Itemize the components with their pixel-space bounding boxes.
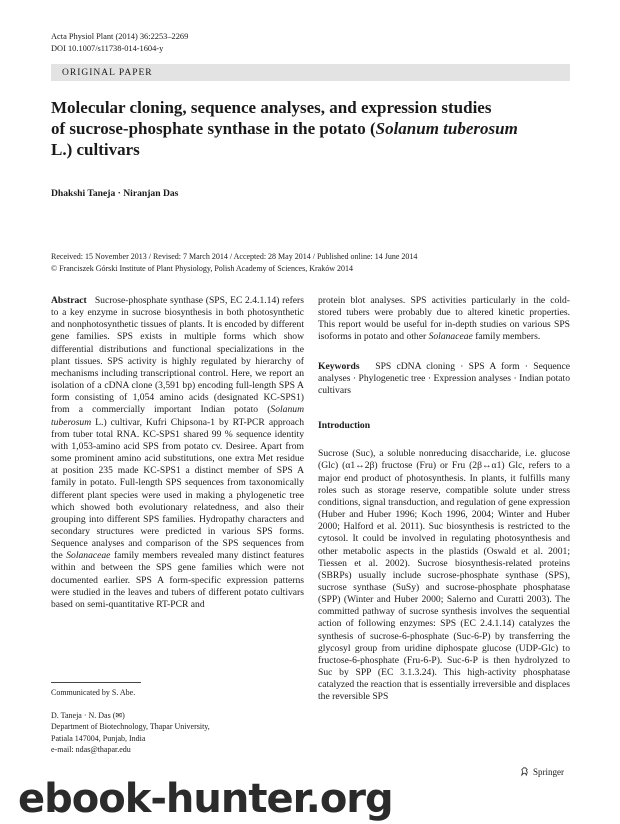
date-history: Received: 15 November 2013 / Revised: 7 March 2014 / Accepted: 28 May 2014 / Published online: 14 June 2014 bbox=[51, 252, 418, 261]
abstract-italic-1: Solanum tuberosum bbox=[51, 404, 304, 428]
article-title bbox=[51, 97, 561, 160]
abstract-continued-italic: Solanaceae bbox=[428, 331, 473, 343]
title-line-2 bbox=[51, 118, 561, 139]
department: Department of Biotechnology, Thapar University, bbox=[51, 722, 210, 732]
city: Patiala 147004, Punjab, India bbox=[51, 733, 146, 743]
journal-citation: Acta Physiol Plant (2014) 36:2253–2269 bbox=[51, 32, 189, 41]
introduction-heading: Introduction bbox=[318, 420, 371, 432]
title-line-3: L.) cultivars bbox=[51, 140, 140, 159]
keywords-text: SPS cDNA cloning · SPS A form · Sequence analyses · Phylogenetic tree · Expression analyses · Indian potato cultivars bbox=[318, 360, 570, 396]
title-line-1: Molecular cloning, sequence analyses, and expression studies bbox=[51, 98, 492, 117]
right-column bbox=[318, 295, 570, 704]
abstract-italic-2: Solanaceae bbox=[66, 550, 111, 562]
abstract-continued-text: protein blot analyses. SPS activities particularly in the cold-stored tubers were probably due to altered kinetic properties. This report would be useful for in-depth studies on various SPS isoforms in potato and other bbox=[318, 295, 570, 343]
title-line-2-text: of sucrose-phosphate synthase in the potato ( bbox=[51, 119, 376, 138]
abstract-paragraph bbox=[51, 295, 304, 611]
introduction-body: Sucrose (Suc), a soluble nonreducing disaccharide, i.e. glucose (Glc) (α1↔2β) fructose (Fru) or Fru (2β↔α1) Glc, refers to a major end product of photosynthesis. In plants, it fulfills many roles such as storage reserve, compatible solute under stress conditions, signal transduction, and regulation of gene expression (Huber and Huber 1996; Koch 1996, 2004; Winter and Huber 2000; Halford et al. 2011). Suc biosynthesis is restricted to the cytosol. It could be involved in regulating photosynthesis and other metabolic aspects in the plastids (Oswald et al. 2001; Tiessen et al. 2002). Sucrose biosynthesis-related proteins (SBRPs) usually include sucrose-phosphate synthase (SPS), sucrose synthase (SuSy) and sucrose-phosphate phosphatase (SPP) (Winter and Huber 2000; Salerno and Curatti 2003). The committed pathway of sucrose synthesis involves the sequential action of following enzymes: SPS (EC 2.4.1.14) catalyzes the synthesis of sucrose-6-phosphate (Suc-6-P) by transferring the glycosyl group from uridine diphospate glucose (UDP-Glc) to fructose-6-phosphate (Fru-6-P). Suc-6-P is then hydrolyzed to Suc by SPP (EC 3.1.3.24). This high-activity phosphatase catalyzed the reaction that is essentially irreversible and displaces the reversible SPS bbox=[318, 448, 570, 703]
title-line-2-italic: Solanum tuberosum bbox=[375, 119, 518, 138]
email: e-mail: ndas@thapar.edu bbox=[51, 744, 131, 754]
footnote-rule bbox=[51, 682, 141, 683]
copyright-line: © Franciszek Górski Institute of Plant Physiology, Polish Academy of Sciences, Kraków 2014 bbox=[51, 263, 353, 273]
authors: Dhakshi Taneja · Niranjan Das bbox=[51, 188, 179, 199]
keywords-paragraph bbox=[318, 361, 570, 397]
journal-doi: DOI 10.1007/s11738-014-1604-y bbox=[51, 44, 164, 53]
journal-header bbox=[51, 31, 188, 55]
abstract-continued bbox=[318, 295, 570, 344]
abstract-continued-end: family members. bbox=[472, 331, 541, 343]
section-tag: ORIGINAL PAPER bbox=[62, 68, 153, 78]
abstract-label: Abstract bbox=[51, 295, 87, 306]
publisher-name: Springer bbox=[533, 766, 564, 777]
abstract-text-1: Sucrose-phosphate synthase (SPS, EC 2.4.1.14) refers to a key enzyme in sucrose biosynthesis in both photosynthetic and nonphotosynthetic tissues of plants. It is encoded by different gene families. SPS exists in multiple forms which show differential distributions and functional specializations in the plant tissues. SPS activity is highly regulated by hierarchy of mechanisms including transcriptional control. Here, we report an isolation of a cDNA clone (3,591 bp) encoding full-length SPS A form consisting of 1,054 amino acids (designated KC-SPS1) from a commercially important Indian potato ( bbox=[51, 295, 304, 416]
keywords-label: Keywords bbox=[318, 360, 360, 372]
footnote bbox=[51, 687, 304, 755]
abstract-text-3: family members revealed many distinct features within and between the SPS gene families which were not documented earlier. SPS A form-specific expression patterns were studied in the leaves and tubers of different potato cultivars based on semi-quantitative RT-PCR and bbox=[51, 550, 304, 610]
corresponding-authors: D. Taneja · N. Das (✉) bbox=[51, 711, 125, 721]
watermark: ebook-hunter.org bbox=[18, 776, 393, 822]
abstract-text-2: L.) cultivar, Kufri Chipsona-1 by RT-PCR approach from tuber total RNA. KC-SPS1 shared 99 % sequence identity with 1,053-amino acid SPS from potato cv. Desiree. Apart from some prominent amino acid substitutions, one extra Met residue at position 235 made KC-SPS1 a distinct member of SPS A family in potato. Full-length SPS sequences from taxonomically different plant species were used in making a phylogenetic tree which showed both evolutionary relatedness, and also their grouping into different SPS families. Hydropathy characters and secondary structures were predicted in various SPS forms. Sequence analyses and comparison of the SPS sequences from the bbox=[51, 416, 304, 562]
abstract-column bbox=[51, 295, 304, 611]
communicated-by: Communicated by S. Abe. bbox=[51, 688, 136, 697]
publication-dates bbox=[51, 251, 571, 274]
